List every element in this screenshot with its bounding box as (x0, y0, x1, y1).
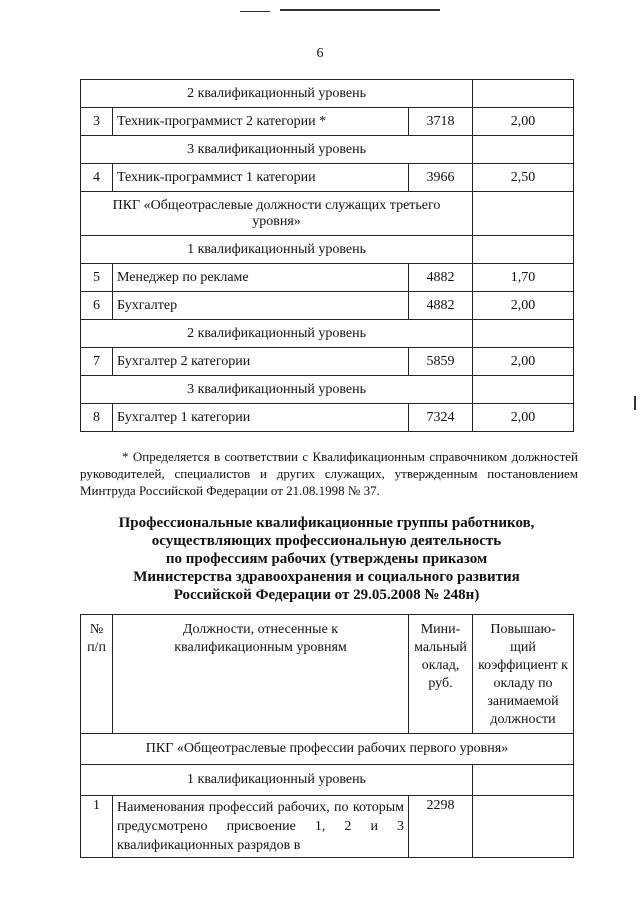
header-num: № п/п (81, 615, 113, 734)
group-label: ПКГ «Общеотраслевые профессии рабочих первого уровня» (81, 734, 574, 765)
row-position: Бухгалтер 2 категории (113, 348, 409, 376)
row-salary: 3718 (409, 108, 473, 136)
positions-table (80, 79, 574, 432)
empty-cell (473, 192, 574, 236)
table-row (81, 796, 574, 858)
row-salary: 4882 (409, 292, 473, 320)
scan-artifact-line (634, 396, 636, 410)
row-coefficient (473, 796, 574, 858)
table-row (81, 264, 574, 292)
level-label: 3 квалификационный уровень (81, 376, 473, 404)
empty-cell (473, 376, 574, 404)
level-row (81, 765, 574, 796)
header-position: Должности, отнесенные к квалификационным уровням (113, 615, 409, 734)
level-row (81, 136, 574, 164)
row-num: 6 (81, 292, 113, 320)
group-row (81, 734, 574, 765)
heading-line: Министерства здравоохранения и социального развития (133, 569, 520, 585)
empty-cell (473, 236, 574, 264)
table-header-row (81, 615, 574, 734)
row-position: Менеджер по рекламе (113, 264, 409, 292)
row-coefficient: 2,00 (473, 108, 574, 136)
page-number: 6 (316, 46, 324, 61)
row-coefficient: 1,70 (473, 264, 574, 292)
row-salary: 2298 (409, 796, 473, 858)
empty-cell (473, 320, 574, 348)
level-row (81, 236, 574, 264)
empty-cell (473, 136, 574, 164)
table-row (81, 292, 574, 320)
row-position: Наименования профессий рабочих, по которым предусмотрено присвоение 1, 2 и 3 квалификационных разрядов в (113, 796, 409, 858)
footnote: * Определяется в соответствии с Квалификационным справочником должностей руководителей, специалистов и других служащих, утвержденным постановлением Минтруда Российской Федерации от 21.08.1998 № 37. (80, 449, 578, 498)
row-num: 5 (81, 264, 113, 292)
scan-artifact-line (240, 11, 270, 12)
heading-line: Российской Федерации от 29.05.2008 № 248н) (173, 587, 480, 603)
row-position: Техник-программист 1 категории (113, 164, 409, 192)
scan-artifact-line (280, 9, 440, 11)
level-row (81, 320, 574, 348)
row-num: 4 (81, 164, 113, 192)
row-salary: 7324 (409, 404, 473, 432)
header-salary: Мини- мальный оклад, руб. (409, 615, 473, 734)
level-row (81, 376, 574, 404)
row-salary: 4882 (409, 264, 473, 292)
row-coefficient: 2,50 (473, 164, 574, 192)
row-num: 3 (81, 108, 113, 136)
group-label: ПКГ «Общеотраслевые должности служащих третьего уровня» (81, 192, 473, 236)
empty-cell (473, 765, 574, 796)
heading-line: Профессиональные квалификационные группы работников, (118, 515, 535, 531)
row-position: Бухгалтер (113, 292, 409, 320)
row-position: Бухгалтер 1 категории (113, 404, 409, 432)
level-label: 2 квалификационный уровень (81, 80, 473, 108)
row-num: 7 (81, 348, 113, 376)
level-label: 3 квалификационный уровень (81, 136, 473, 164)
worker-professions-table (80, 614, 574, 858)
level-row (81, 80, 574, 108)
row-position: Техник-программист 2 категории * (113, 108, 409, 136)
heading-line: осуществляющих профессиональную деятельность (151, 533, 502, 549)
row-coefficient: 2,00 (473, 404, 574, 432)
row-salary: 5859 (409, 348, 473, 376)
table-row (81, 404, 574, 432)
row-coefficient: 2,00 (473, 348, 574, 376)
section-heading (80, 514, 573, 604)
table-row (81, 164, 574, 192)
empty-cell (473, 80, 574, 108)
table-row (81, 108, 574, 136)
row-num: 8 (81, 404, 113, 432)
group-row (81, 192, 574, 236)
row-num: 1 (81, 796, 113, 858)
level-label: 1 квалификационный уровень (81, 236, 473, 264)
row-coefficient: 2,00 (473, 292, 574, 320)
level-label: 1 квалификационный уровень (81, 765, 473, 796)
row-salary: 3966 (409, 164, 473, 192)
heading-line: по профессиям рабочих (утверждены приказом (165, 551, 488, 567)
level-label: 2 квалификационный уровень (81, 320, 473, 348)
table-row (81, 348, 574, 376)
header-coefficient: Повышаю- щий коэффициент к окладу по занимаемой должности (473, 615, 574, 734)
